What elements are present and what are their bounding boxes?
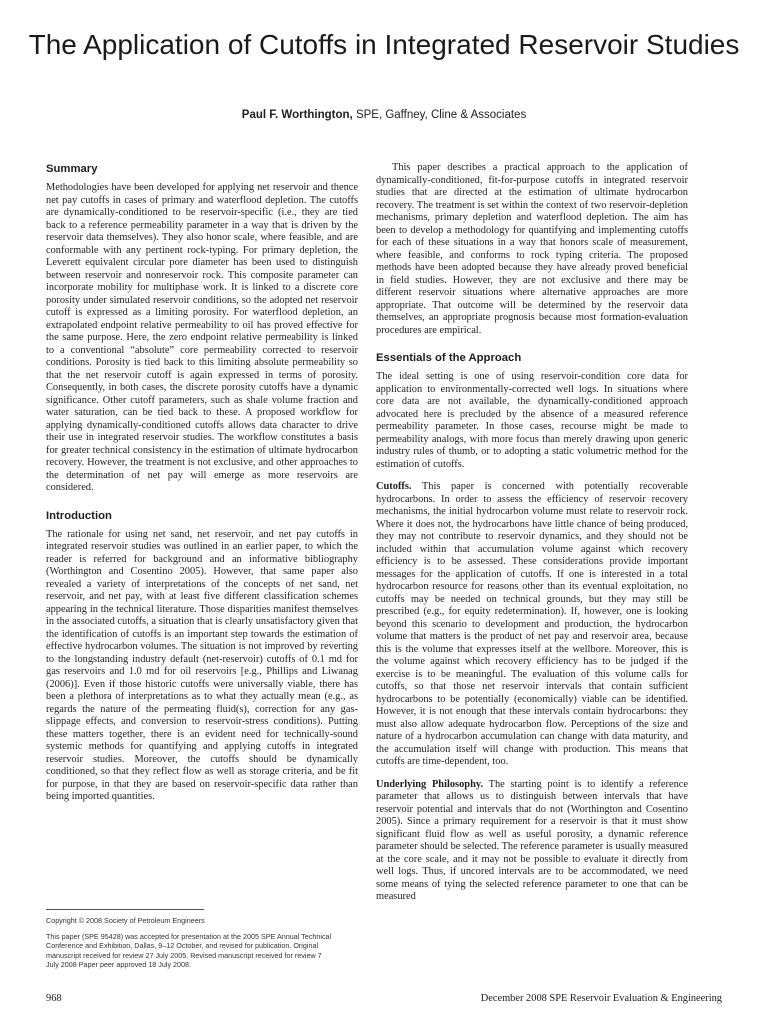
philosophy-runin-heading: Underlying Philosophy.: [376, 778, 484, 790]
journal-footer: December 2008 SPE Reservoir Evaluation & Engineering: [480, 993, 722, 1004]
introduction-paragraph: The rationale for using net sand, net reservoir, and net pay cutoffs in integrated reservoir studies was outlined in an earlier paper, to which the reader is referred for background and an informative bibliography (Worthington and Cosentino 2005). However, that same paper also revealed a variety of interpretations of the concepts of net sand, net reservoir, and net pay, with at least five different classification schemes appearing in the technical literature. Those disparities manifest themselves in the associated cutoffs, a situation that is clearly unsatisfactory given that the identification of cutoffs is an important step towards the estimation of effective hydrocarbon volumes. The situation is not improved by reverting to the longstanding industry default (net-reservoir) cutoffs of 0.1 md for gas reservoirs and 1.0 md for oil reservoirs [e.g., Phillips and Liwanag (2006)]. Even if those historic cutoffs were universally viable, there has been a plethora of interpretations as to what they actually mean (e.g., as regards the nature of the permeating fluid(s), correction for any gas-slippage effects, and conversion to reservoir-stress conditions). Putting these matters together, there is an evident need for technically-sound systemic methods for quantifying and applying cutoffs in integrated reservoir studies. Moreover, the cutoffs should be dynamically conditioned, so that they reflect flow as well as storage criteria, and be fit for purpose, in that they are based on reservoir-specific data rather than being imported quantities.: [46, 528, 358, 802]
essentials-paragraph: The ideal setting is one of using reservoir-condition core data for application to environmentally-corrected well logs. In situations where core data are not available, the dynamically-conditioned approach advocated here is precluded by the absence of a measured reference permeability parameter. In those cases, recourse might be made to permeability analogs, with more focus than merely drawing upon generic industry rules of thumb, or to adopting a static volumetric method for the estimation of cutoffs.: [376, 371, 688, 470]
right-column: [376, 162, 688, 904]
philosophy-text: The starting point is to identify a reference parameter that allows us to distinguish between intervals that have reservoir potential and intervals that do not (Worthington and Cosentino 2005). Since a primary requirement for a reservoir is that it must show significant fluid flow as well as useful porosity, a dynamic reference parameter should be selected. The reference parameter is usually measured at the core scale, and it may not be possible to evaluate it directly from well logs. Thus, if uncored intervals are to be accommodated, we need some means of tying the selected reference parameter to one that can be measured: [376, 778, 688, 902]
cutoffs-paragraph: [376, 481, 688, 769]
author-line: [0, 109, 768, 121]
introduction-paragraph-2: This paper describes a practical approach to the application of dynamically-conditioned, fit-for-purpose cutoffs in integrated reservoir studies that are directed at the estimation of ultimate hydrocarbon recovery. The treatment is set within the context of two reservoir-depletion mechanisms, primary depletion and waterflood depletion. The aim has been to develop a methodology for quantifying and implementing cutoffs for each of these situations in a way that honors scale of measurement, where feasible, and conforms to rock typing criteria. The proposed methods have been adopted because they have already proved beneficial in field studies. However, they are not exclusive and there may be different reservoir situations where alternative approaches are more appropriate. That outcome will be determined by the reservoir data themselves, an appropriate prognosis because most formation-evaluation procedures are empirical.: [376, 162, 688, 336]
cutoffs-text: This paper is concerned with potentially recoverable hydrocarbons. In order to assess the efficiency of reservoir recovery mechanisms, the initial hydrocarbon volume must relate to reservoir rock. Where it does not, the hydrocarbons have little chance of being produced, they may not contribute to reservoir dynamics, and they should not be included within that accumulation volume against which recovery efficiency is to be assessed. These considerations provide important messages for the application of cutoffs. If one is interested in a total hydrocarbon resource for reasons other than its eventual exploitation, no cutoffs may be needed on technical grounds, but they may still be prescribed (e.g., for equity redetermination). If, however, one is looking beyond this scenario to development and production, the hydrocarbon volume that matters is the product of net pay and reservoir area, because this is the volume that expresses itself at the wellbore. Moreover, this is the volume against which recovery efficiency has to be judged if the exercise is to be meaningful. The evaluation of this volume calls for cutoffs, so that those net reservoir intervals that contain sufficient hydrocarbons to be potentially (economically) viable can be identified. However, it is not enough that these intervals contain hydrocarbons: they must also allow adequate hydrocarbon flow. Perceptions of the size and nature of a hydrocarbon accumulation can change with data maturity, and the accumulation itself will change with production. This means that cutoffs are time-dependent, too.: [376, 481, 688, 767]
essentials-heading: Essentials of the Approach: [376, 352, 522, 364]
philosophy-paragraph: [376, 779, 688, 904]
author-name: Paul F. Worthington,: [241, 109, 353, 121]
summary-paragraph: Methodologies have been developed for applying net reservoir and thence net pay cutoffs in cases of primary and waterflood depletion. The cutoffs are dynamically-conditioned to be reservoir-specific (i.e., they are tied back to a reference permeability parameter in a way that is driven by the reservoir data themselves). They also honor scale, where feasible, and are conformable with any pertinent rock-typing. For primary depletion, the Leverett equivalent circular pore diameter has been used to distinguish between reservoir and nonreservoir rock. This composite parameter can incorporate mobility for multiphase work. It is linked to a discrete core porosity under simulated reservoir conditions, so the adopted net reservoir cutoff is expressed as a limiting porosity. For waterflood depletion, an extrapolated endpoint relative permeability to oil has proved effective for the same purpose. Here, the zero endpoint relative permeability is linked to a conventional “absolute” core permeability corrected to reservoir conditions. Porosity is tied back to this limiting absolute permeability so that the net reservoir cutoff is again expressed in terms of porosity. Consequently, in both cases, the discrete porosity cutoffs have a dynamic significance. Other cutoff parameters, such as shale volume fraction and water saturation, can be tied back to these. A proposed workflow for applying dynamically-conditioned cutoffs allows data character to drive their use in integrated reservoir studies. The workflow constitutes a basis for greater technical consistency in the estimation of ultimate hydrocarbon recovery. However, the treatment is not exclusive, and other approaches to the determination of net pay will emerge as more reservoirs are considered.: [46, 182, 358, 493]
paper-title: The Application of Cutoffs in Integrated Reservoir Studies: [28, 29, 740, 60]
footnotes: [46, 909, 336, 976]
left-column: [46, 162, 358, 804]
paper-history-note: This paper (SPE 95428) was accepted for presentation at the 2005 SPE Annual Technical Conference and Exhibition, Dallas, 9–12 October, and revised for publication. Original manuscript received for review 27 July 2005. Revised manuscript received for review 7 July 2008 Paper peer approved 18 July 2008.: [46, 932, 332, 969]
cutoffs-runin-heading: Cutoffs.: [376, 481, 412, 492]
introduction-heading: Introduction: [46, 509, 112, 522]
author-affiliation: SPE, Gaffney, Cline & Associates: [352, 109, 527, 121]
summary-heading: Summary: [46, 163, 98, 175]
copyright-note: Copyright © 2008 Society of Petroleum Engineers: [46, 916, 205, 925]
footnote-rule: [46, 909, 204, 910]
page-number: 968: [46, 993, 62, 1004]
